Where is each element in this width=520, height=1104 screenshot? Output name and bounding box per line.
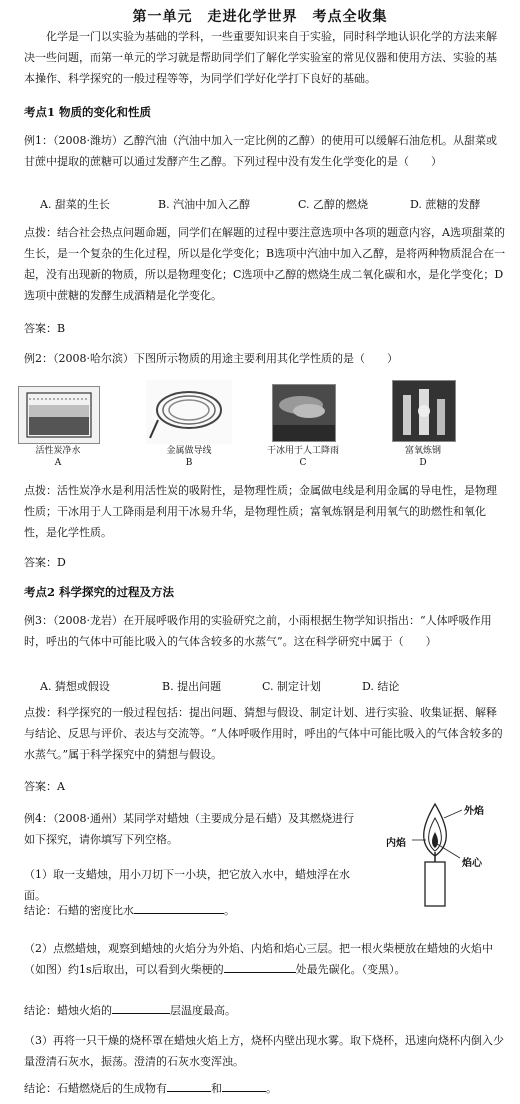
figure-d-letter: D [419, 458, 427, 468]
option-a: A. 甜菜的生长 [40, 198, 110, 211]
inner-flame-label: 内焰 [386, 838, 406, 849]
example-3-options [40, 678, 510, 694]
figure-activated-carbon-water [18, 386, 100, 444]
figure-dry-ice-rain [272, 384, 336, 442]
water-filter-icon [19, 387, 99, 443]
answer-blank-2[interactable] [224, 960, 296, 973]
example-4-step-2 [0, 938, 520, 980]
conclusion-1-text: 结论：石蜡的密度比水 [24, 904, 134, 917]
step-2-text-post: 处最先碳化。（变黑）。 [295, 963, 406, 976]
example-1-question: 例1：（2008·潍坊）乙醇汽油（汽油中加入一定比例的乙醇）的使用可以缓解石油危机。从甜菜或甘蔗中提取的蔗糖可以通过发酵产生乙醇。下列过程中没有发生化学变化的是（ ） [24, 134, 497, 168]
figure-c-letter: C [299, 458, 307, 468]
wire-coil-icon [146, 380, 232, 444]
example-2-analysis: 点拨：活性炭净水是利用活性炭的吸附性，是物理性质；金属做电线是利用金属的导电性，是物理性质；干冰用于人工降雨是利用干冰易升华，是物理性质；富氧炼钢是利用氧气的助燃性和氧化性，是化学性质。 [24, 484, 497, 539]
example-4-question: 例4：（2008·通州）某同学对蜡烛（主要成分是石蜡）及其燃烧进行如下探究，请你填写下列空格。 [24, 812, 354, 846]
option-a: A. 猜想或假设 [40, 680, 110, 693]
example-1-options [40, 196, 510, 212]
example-4-conclusion-1: 结论：石蜡的密度比水 。 [0, 900, 520, 921]
section-heading-2: 考点2 科学探究的过程及方法 [24, 585, 175, 599]
example-2-answer: 答案：D [24, 556, 66, 569]
figure-c-caption: 干冰用于人工降雨 [266, 446, 339, 456]
figure-a-caption: 活性炭净水 [35, 446, 81, 456]
figure-oxygen-steelmaking [392, 380, 456, 442]
example-3-question: 例3：（2008·龙岩）在开展呼吸作用的实验研究之前，小雨根据生物学知识指出：“人体呼吸作用时，呼出的气体中可能比吸入的气体含较多的水蒸气”。这在科学研究中属于（ ） [24, 614, 492, 648]
figure-a-letter: A [54, 458, 62, 468]
furnace-photo-icon [393, 381, 455, 441]
example-3-analysis: 点拨：科学探究的一般过程包括：提出问题、猜想与假设、制定计划、进行实验、收集证据、解释与结论、反思与评价、表达与交流等。“人体呼吸作用时，呼出的气体中可能比吸入的气体含较多的水蒸气。”属于科学探究中的猜想与假设。 [24, 706, 503, 761]
example-4-step-1: （1）取一支蜡烛，用小刀切下一小块，把它放入水中，蜡烛浮在水面。 [24, 868, 350, 902]
intro-paragraph: 化学是一门以实验为基础的学科，一些重要知识来自于实验，同时科学地认识化学的方法来解决一些问题，而第一单元的学习就是帮助同学们了解化学实验室的常见仪器和使用方法、实验的基本操作、科学探究的一般过程等等，为同学们学好化学打下良好的基础。 [24, 30, 497, 85]
outer-flame-label: 外焰 [464, 806, 484, 817]
example-2-question: 例2：（2008·哈尔滨）下图所示物质的用途主要利用其化学性质的是（ ） [24, 352, 398, 365]
step-2-line-1: （2）点燃蜡烛，观察到蜡烛的火焰分为外焰、内焰和焰心三层。把一根火柴梗放在蜡烛的火焰中 [24, 942, 493, 955]
figure-metal-wire [146, 380, 232, 444]
figure-b-caption: 金属做导线 [166, 446, 212, 456]
cloud-photo-icon [273, 385, 335, 441]
option-b: B. 提出问题 [162, 680, 222, 693]
option-b: B. 汽油中加入乙醇 [158, 198, 251, 211]
answer-blank-5[interactable] [222, 1079, 266, 1092]
option-d: D. 蔗糖的发酵 [410, 198, 481, 211]
conclusion-3-end: 。 [266, 1082, 277, 1095]
section-heading-1: 考点1 物质的变化和性质 [24, 105, 152, 119]
figure-b-letter: B [185, 458, 193, 468]
answer-blank-1[interactable] [134, 901, 224, 914]
conclusion-2-post: 层温度最高。 [170, 1004, 236, 1017]
conclusion-3-pre: 结论：石蜡燃烧后的生成物有 [24, 1082, 167, 1095]
example-4-conclusion-2 [0, 1000, 520, 1021]
candle-flame-icon [380, 796, 510, 908]
example-4-step-3: （3）再将一只干燥的烧杯罩在蜡烛火焰上方，烧杯内壁出现水雾。取下烧杯，迅速向烧杯内倒入少量澄清石灰水，振荡。澄清的石灰水变浑浊。 [24, 1034, 504, 1068]
example-1-answer: 答案：B [24, 322, 66, 335]
option-c: C. 乙醇的燃烧 [298, 198, 369, 211]
conclusion-3-mid: 和 [211, 1082, 222, 1095]
example-4-conclusion-3 [0, 1078, 520, 1099]
answer-blank-3[interactable] [112, 1001, 170, 1014]
option-d: D. 结论 [362, 680, 400, 693]
example-1-analysis: 点拨：结合社会热点问题命题，同学们在解题的过程中要注意选项中各项的题意内容，A选项甜菜的生长，是一个复杂的生化过程，所以是化学变化；B选项中汽油中加入乙醇，是将两种物质混合在一起，没有出现新的物质，所以是物理变化；C选项中乙醇的燃烧生成二氧化碳和水，是化学变化；D选项中蔗糖的发酵生成酒精是化学变化。 [24, 226, 506, 302]
option-c: C. 制定计划 [262, 680, 322, 693]
flame-core-label: 焰心 [462, 858, 482, 869]
step-2-text-pre: （如图）约1s后取出，可以看到火柴梗的 [24, 963, 224, 976]
answer-blank-4[interactable] [167, 1079, 211, 1092]
conclusion-2-pre: 结论：蜡烛火焰的 [24, 1004, 112, 1017]
figure-d-caption: 富氧炼钢 [404, 446, 441, 456]
example-3-answer: 答案：A [24, 780, 65, 793]
step-2-line-2 [24, 959, 506, 980]
page-title: 第一单元 走进化学世界 考点全收集 [132, 9, 388, 25]
candle-flame-diagram [380, 796, 510, 908]
